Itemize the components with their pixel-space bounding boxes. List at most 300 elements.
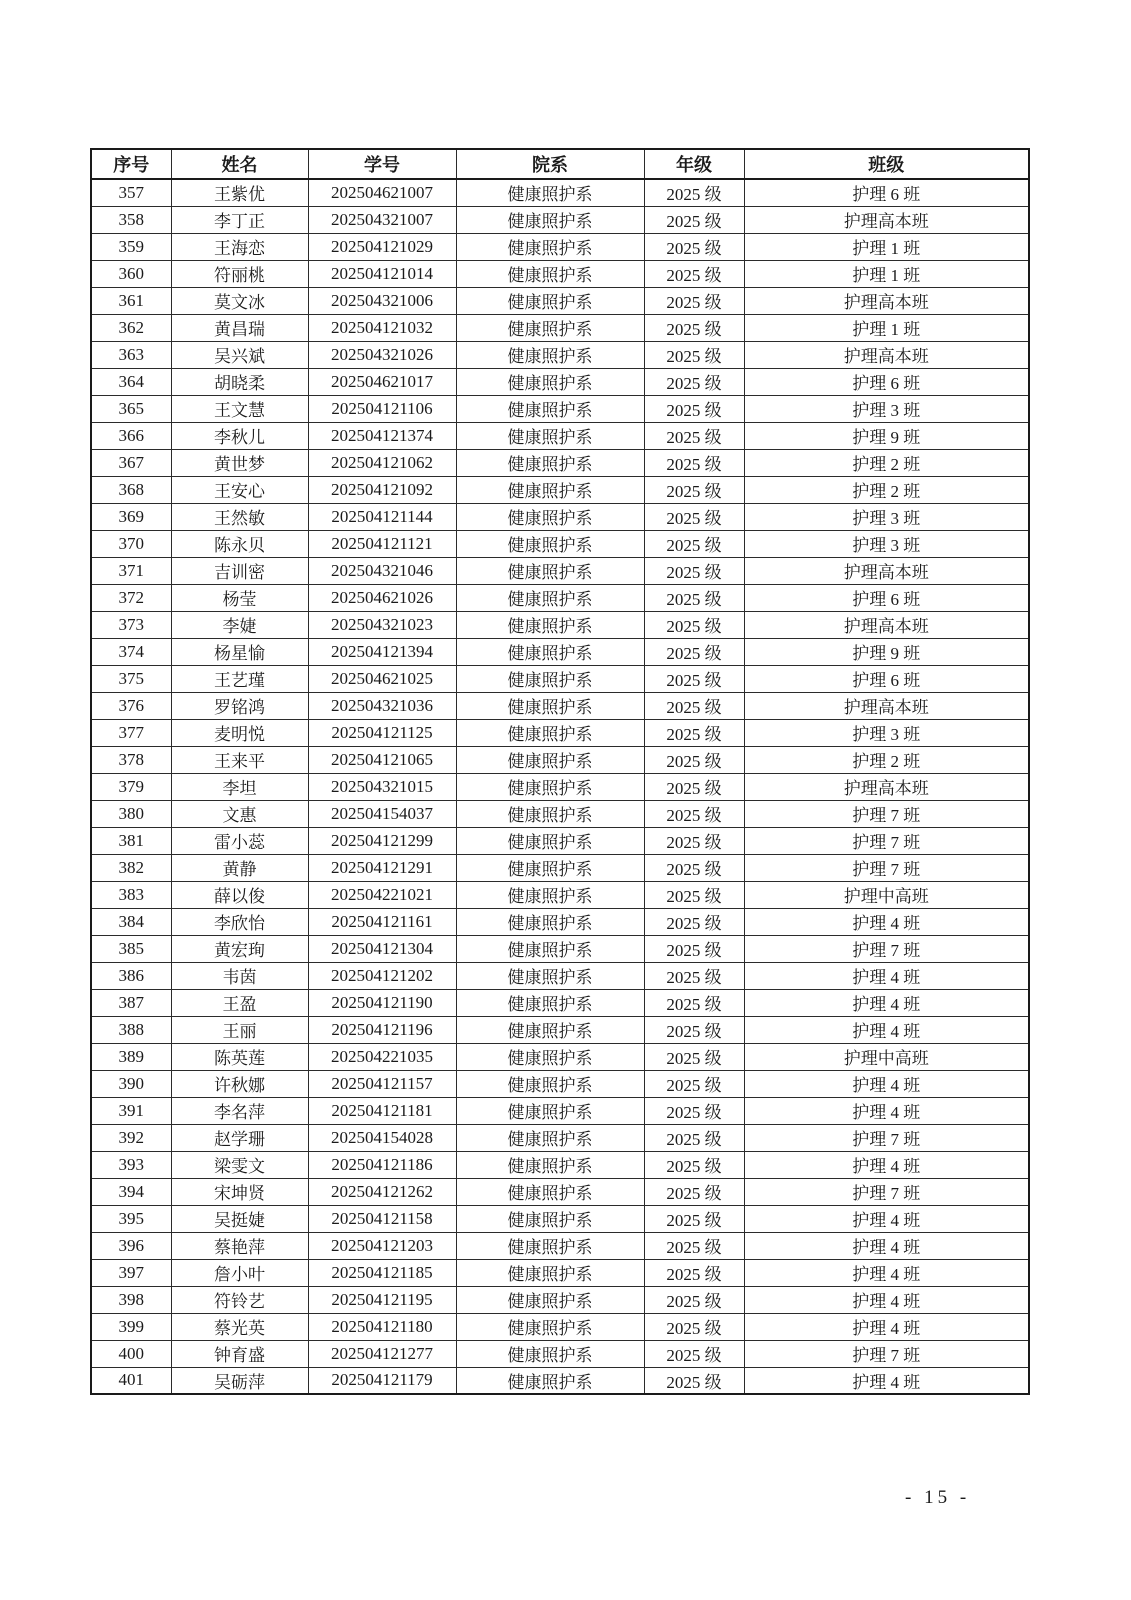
cell-grade: 2025 级 [644,1313,744,1340]
cell-student-id: 202504621025 [308,665,456,692]
cell-student-id: 202504321026 [308,341,456,368]
cell-department: 健康照护系 [456,395,644,422]
table-row [91,665,1029,692]
table-row [91,908,1029,935]
cell-class: 护理 4 班 [744,1016,1029,1043]
cell-student-id: 202504121125 [308,719,456,746]
cell-class: 护理 7 班 [744,800,1029,827]
cell-grade: 2025 级 [644,1151,744,1178]
cell-index: 362 [91,314,171,341]
cell-index: 401 [91,1367,171,1394]
table-row [91,179,1029,206]
cell-department: 健康照护系 [456,692,644,719]
cell-index: 385 [91,935,171,962]
cell-name: 王丽 [171,1016,308,1043]
cell-class: 护理高本班 [744,341,1029,368]
cell-grade: 2025 级 [644,827,744,854]
cell-name: 李婕 [171,611,308,638]
header-index: 序号 [91,149,171,179]
table-row [91,206,1029,233]
cell-student-id: 202504121190 [308,989,456,1016]
cell-department: 健康照护系 [456,1097,644,1124]
cell-department: 健康照护系 [456,1178,644,1205]
cell-grade: 2025 级 [644,395,744,422]
cell-index: 396 [91,1232,171,1259]
cell-index: 397 [91,1259,171,1286]
cell-student-id: 202504121014 [308,260,456,287]
cell-class: 护理高本班 [744,287,1029,314]
cell-name: 李坦 [171,773,308,800]
cell-name: 吴挺婕 [171,1205,308,1232]
cell-department: 健康照护系 [456,1367,644,1394]
cell-student-id: 202504121092 [308,476,456,503]
cell-name: 王紫优 [171,179,308,206]
page-number: - 15 - [905,1487,971,1508]
cell-department: 健康照护系 [456,1286,644,1313]
cell-class: 护理高本班 [744,206,1029,233]
cell-index: 387 [91,989,171,1016]
cell-grade: 2025 级 [644,1016,744,1043]
cell-name: 王安心 [171,476,308,503]
header-class: 班级 [744,149,1029,179]
cell-student-id: 202504121203 [308,1232,456,1259]
table-row [91,827,1029,854]
cell-index: 393 [91,1151,171,1178]
cell-index: 360 [91,260,171,287]
table-row [91,1286,1029,1313]
cell-student-id: 202504121179 [308,1367,456,1394]
cell-name: 詹小叶 [171,1259,308,1286]
cell-name: 赵学珊 [171,1124,308,1151]
cell-department: 健康照护系 [456,1124,644,1151]
cell-name: 王艺瑾 [171,665,308,692]
cell-class: 护理 1 班 [744,314,1029,341]
cell-class: 护理 3 班 [744,530,1029,557]
cell-department: 健康照护系 [456,503,644,530]
cell-index: 369 [91,503,171,530]
table-row [91,368,1029,395]
cell-index: 365 [91,395,171,422]
cell-index: 398 [91,1286,171,1313]
cell-student-id: 202504121180 [308,1313,456,1340]
cell-class: 护理 3 班 [744,395,1029,422]
table-row [91,719,1029,746]
cell-department: 健康照护系 [456,773,644,800]
cell-student-id: 202504221021 [308,881,456,908]
cell-class: 护理高本班 [744,692,1029,719]
cell-name: 陈永贝 [171,530,308,557]
cell-student-id: 202504321046 [308,557,456,584]
table-row [91,422,1029,449]
cell-student-id: 202504154037 [308,800,456,827]
cell-index: 394 [91,1178,171,1205]
table-row [91,1097,1029,1124]
table-row [91,503,1029,530]
cell-grade: 2025 级 [644,854,744,881]
cell-class: 护理 6 班 [744,584,1029,611]
cell-class: 护理高本班 [744,611,1029,638]
cell-index: 366 [91,422,171,449]
cell-name: 钟育盛 [171,1340,308,1367]
cell-class: 护理 4 班 [744,908,1029,935]
cell-class: 护理 4 班 [744,989,1029,1016]
cell-department: 健康照护系 [456,908,644,935]
table-row [91,773,1029,800]
cell-name: 罗铭鸿 [171,692,308,719]
cell-name: 吴砺萍 [171,1367,308,1394]
cell-grade: 2025 级 [644,206,744,233]
cell-name: 吴兴斌 [171,341,308,368]
cell-grade: 2025 级 [644,1097,744,1124]
cell-department: 健康照护系 [456,746,644,773]
cell-grade: 2025 级 [644,935,744,962]
cell-grade: 2025 级 [644,1124,744,1151]
cell-department: 健康照护系 [456,422,644,449]
cell-index: 377 [91,719,171,746]
table-row [91,530,1029,557]
cell-name: 胡晓柔 [171,368,308,395]
cell-student-id: 202504321007 [308,206,456,233]
cell-name: 陈英莲 [171,1043,308,1070]
cell-student-id: 202504321023 [308,611,456,638]
cell-class: 护理 3 班 [744,503,1029,530]
cell-index: 392 [91,1124,171,1151]
cell-student-id: 202504121121 [308,530,456,557]
cell-grade: 2025 级 [644,260,744,287]
table-row [91,314,1029,341]
cell-student-id: 202504121299 [308,827,456,854]
cell-grade: 2025 级 [644,719,744,746]
cell-name: 麦明悦 [171,719,308,746]
cell-department: 健康照护系 [456,1151,644,1178]
cell-name: 王然敏 [171,503,308,530]
cell-class: 护理 4 班 [744,1151,1029,1178]
cell-student-id: 202504121158 [308,1205,456,1232]
cell-class: 护理 7 班 [744,854,1029,881]
cell-class: 护理中高班 [744,1043,1029,1070]
cell-class: 护理 6 班 [744,665,1029,692]
table-row [91,611,1029,638]
cell-index: 364 [91,368,171,395]
cell-student-id: 202504121196 [308,1016,456,1043]
cell-index: 389 [91,1043,171,1070]
cell-department: 健康照护系 [456,827,644,854]
table-row [91,260,1029,287]
cell-name: 李秋儿 [171,422,308,449]
cell-grade: 2025 级 [644,503,744,530]
cell-grade: 2025 级 [644,908,744,935]
cell-department: 健康照护系 [456,449,644,476]
cell-index: 378 [91,746,171,773]
cell-name: 李名萍 [171,1097,308,1124]
cell-name: 黄昌瑞 [171,314,308,341]
table-row [91,935,1029,962]
cell-index: 383 [91,881,171,908]
cell-name: 雷小蕊 [171,827,308,854]
cell-grade: 2025 级 [644,800,744,827]
cell-grade: 2025 级 [644,1178,744,1205]
cell-class: 护理 7 班 [744,1178,1029,1205]
cell-department: 健康照护系 [456,962,644,989]
table-row [91,395,1029,422]
cell-index: 391 [91,1097,171,1124]
cell-class: 护理 6 班 [744,368,1029,395]
table-row [91,1070,1029,1097]
table-row [91,1178,1029,1205]
cell-student-id: 202504621026 [308,584,456,611]
cell-class: 护理 9 班 [744,422,1029,449]
cell-name: 莫文冰 [171,287,308,314]
cell-index: 384 [91,908,171,935]
cell-index: 372 [91,584,171,611]
cell-index: 373 [91,611,171,638]
cell-department: 健康照护系 [456,935,644,962]
cell-class: 护理高本班 [744,557,1029,584]
table-row [91,1151,1029,1178]
cell-class: 护理 9 班 [744,638,1029,665]
cell-grade: 2025 级 [644,584,744,611]
cell-department: 健康照护系 [456,611,644,638]
cell-student-id: 202504121065 [308,746,456,773]
cell-student-id: 202504121291 [308,854,456,881]
cell-department: 健康照护系 [456,1043,644,1070]
cell-grade: 2025 级 [644,1340,744,1367]
cell-index: 361 [91,287,171,314]
cell-department: 健康照护系 [456,800,644,827]
cell-name: 黄宏珣 [171,935,308,962]
cell-grade: 2025 级 [644,1232,744,1259]
cell-class: 护理 1 班 [744,233,1029,260]
cell-index: 368 [91,476,171,503]
cell-student-id: 202504121181 [308,1097,456,1124]
cell-student-id: 202504121186 [308,1151,456,1178]
cell-class: 护理 2 班 [744,746,1029,773]
cell-name: 蔡艳萍 [171,1232,308,1259]
cell-grade: 2025 级 [644,881,744,908]
cell-grade: 2025 级 [644,773,744,800]
cell-index: 363 [91,341,171,368]
cell-grade: 2025 级 [644,962,744,989]
table-row [91,800,1029,827]
cell-grade: 2025 级 [644,1070,744,1097]
cell-department: 健康照护系 [456,368,644,395]
cell-name: 黄世梦 [171,449,308,476]
cell-name: 吉训密 [171,557,308,584]
cell-student-id: 202504121029 [308,233,456,260]
cell-department: 健康照护系 [456,557,644,584]
cell-class: 护理高本班 [744,773,1029,800]
cell-department: 健康照护系 [456,1232,644,1259]
cell-name: 王盈 [171,989,308,1016]
cell-class: 护理 4 班 [744,1313,1029,1340]
cell-department: 健康照护系 [456,989,644,1016]
cell-department: 健康照护系 [456,233,644,260]
cell-department: 健康照护系 [456,341,644,368]
cell-index: 400 [91,1340,171,1367]
cell-grade: 2025 级 [644,530,744,557]
cell-class: 护理 3 班 [744,719,1029,746]
header-grade: 年级 [644,149,744,179]
cell-index: 395 [91,1205,171,1232]
cell-department: 健康照护系 [456,260,644,287]
cell-name: 梁雯文 [171,1151,308,1178]
cell-class: 护理中高班 [744,881,1029,908]
student-roster-table [90,148,1030,1395]
cell-student-id: 202504621007 [308,179,456,206]
cell-department: 健康照护系 [456,638,644,665]
cell-index: 359 [91,233,171,260]
cell-department: 健康照护系 [456,1313,644,1340]
cell-grade: 2025 级 [644,692,744,719]
cell-grade: 2025 级 [644,1286,744,1313]
cell-index: 390 [91,1070,171,1097]
cell-student-id: 202504121394 [308,638,456,665]
cell-class: 护理 1 班 [744,260,1029,287]
cell-department: 健康照护系 [456,1205,644,1232]
cell-grade: 2025 级 [644,341,744,368]
cell-class: 护理 7 班 [744,1124,1029,1151]
cell-student-id: 202504121062 [308,449,456,476]
cell-class: 护理 7 班 [744,1340,1029,1367]
cell-department: 健康照护系 [456,179,644,206]
cell-student-id: 202504121374 [308,422,456,449]
cell-name: 王来平 [171,746,308,773]
cell-index: 399 [91,1313,171,1340]
cell-name: 王文慧 [171,395,308,422]
cell-grade: 2025 级 [644,1205,744,1232]
table-row [91,476,1029,503]
cell-class: 护理 4 班 [744,1259,1029,1286]
cell-department: 健康照护系 [456,314,644,341]
table-row [91,584,1029,611]
cell-student-id: 202504121185 [308,1259,456,1286]
header-department: 院系 [456,149,644,179]
cell-name: 王海恋 [171,233,308,260]
cell-student-id: 202504121161 [308,908,456,935]
cell-department: 健康照护系 [456,476,644,503]
cell-name: 杨莹 [171,584,308,611]
cell-name: 许秋娜 [171,1070,308,1097]
table-row [91,1016,1029,1043]
cell-student-id: 202504121032 [308,314,456,341]
cell-grade: 2025 级 [644,422,744,449]
table-row [91,1232,1029,1259]
table-row [91,1043,1029,1070]
cell-grade: 2025 级 [644,611,744,638]
table-row [91,854,1029,881]
cell-department: 健康照护系 [456,881,644,908]
cell-department: 健康照护系 [456,665,644,692]
cell-class: 护理 7 班 [744,935,1029,962]
cell-index: 381 [91,827,171,854]
cell-name: 宋坤贤 [171,1178,308,1205]
cell-student-id: 202504154028 [308,1124,456,1151]
cell-index: 370 [91,530,171,557]
cell-department: 健康照护系 [456,1340,644,1367]
cell-student-id: 202504321006 [308,287,456,314]
cell-student-id: 202504321015 [308,773,456,800]
cell-grade: 2025 级 [644,746,744,773]
cell-name: 黄静 [171,854,308,881]
cell-department: 健康照护系 [456,287,644,314]
cell-class: 护理 2 班 [744,449,1029,476]
table-row [91,962,1029,989]
cell-student-id: 202504121277 [308,1340,456,1367]
table-row [91,287,1029,314]
cell-index: 375 [91,665,171,692]
cell-grade: 2025 级 [644,989,744,1016]
table-row [91,989,1029,1016]
table-row [91,1124,1029,1151]
cell-index: 357 [91,179,171,206]
cell-grade: 2025 级 [644,638,744,665]
table-row [91,746,1029,773]
cell-class: 护理 6 班 [744,179,1029,206]
cell-index: 380 [91,800,171,827]
cell-grade: 2025 级 [644,557,744,584]
table-row [91,449,1029,476]
cell-name: 李欣怡 [171,908,308,935]
student-table-body [91,179,1029,1394]
cell-student-id: 202504621017 [308,368,456,395]
cell-index: 386 [91,962,171,989]
cell-name: 韦茵 [171,962,308,989]
cell-grade: 2025 级 [644,179,744,206]
cell-class: 护理 2 班 [744,476,1029,503]
cell-class: 护理 7 班 [744,827,1029,854]
cell-department: 健康照护系 [456,1259,644,1286]
cell-department: 健康照护系 [456,719,644,746]
cell-grade: 2025 级 [644,1367,744,1394]
cell-student-id: 202504121202 [308,962,456,989]
cell-department: 健康照护系 [456,1070,644,1097]
cell-class: 护理 4 班 [744,1286,1029,1313]
cell-student-id: 202504121157 [308,1070,456,1097]
header-name: 姓名 [171,149,308,179]
cell-department: 健康照护系 [456,206,644,233]
cell-student-id: 202504221035 [308,1043,456,1070]
table-row [91,233,1029,260]
cell-department: 健康照护系 [456,1016,644,1043]
cell-class: 护理 4 班 [744,1097,1029,1124]
cell-class: 护理 4 班 [744,962,1029,989]
cell-name: 薛以俊 [171,881,308,908]
cell-index: 371 [91,557,171,584]
table-row [91,881,1029,908]
cell-index: 388 [91,1016,171,1043]
cell-department: 健康照护系 [456,584,644,611]
cell-grade: 2025 级 [644,476,744,503]
cell-department: 健康照护系 [456,854,644,881]
cell-name: 符铃艺 [171,1286,308,1313]
table-row [91,638,1029,665]
table-row [91,692,1029,719]
table-row [91,557,1029,584]
table-row [91,1259,1029,1286]
cell-class: 护理 4 班 [744,1232,1029,1259]
cell-name: 符丽桃 [171,260,308,287]
cell-class: 护理 4 班 [744,1205,1029,1232]
cell-index: 374 [91,638,171,665]
cell-class: 护理 4 班 [744,1070,1029,1097]
table-row [91,341,1029,368]
cell-name: 文惠 [171,800,308,827]
cell-student-id: 202504121144 [308,503,456,530]
table-row [91,1205,1029,1232]
cell-grade: 2025 级 [644,1043,744,1070]
cell-student-id: 202504121195 [308,1286,456,1313]
cell-grade: 2025 级 [644,665,744,692]
